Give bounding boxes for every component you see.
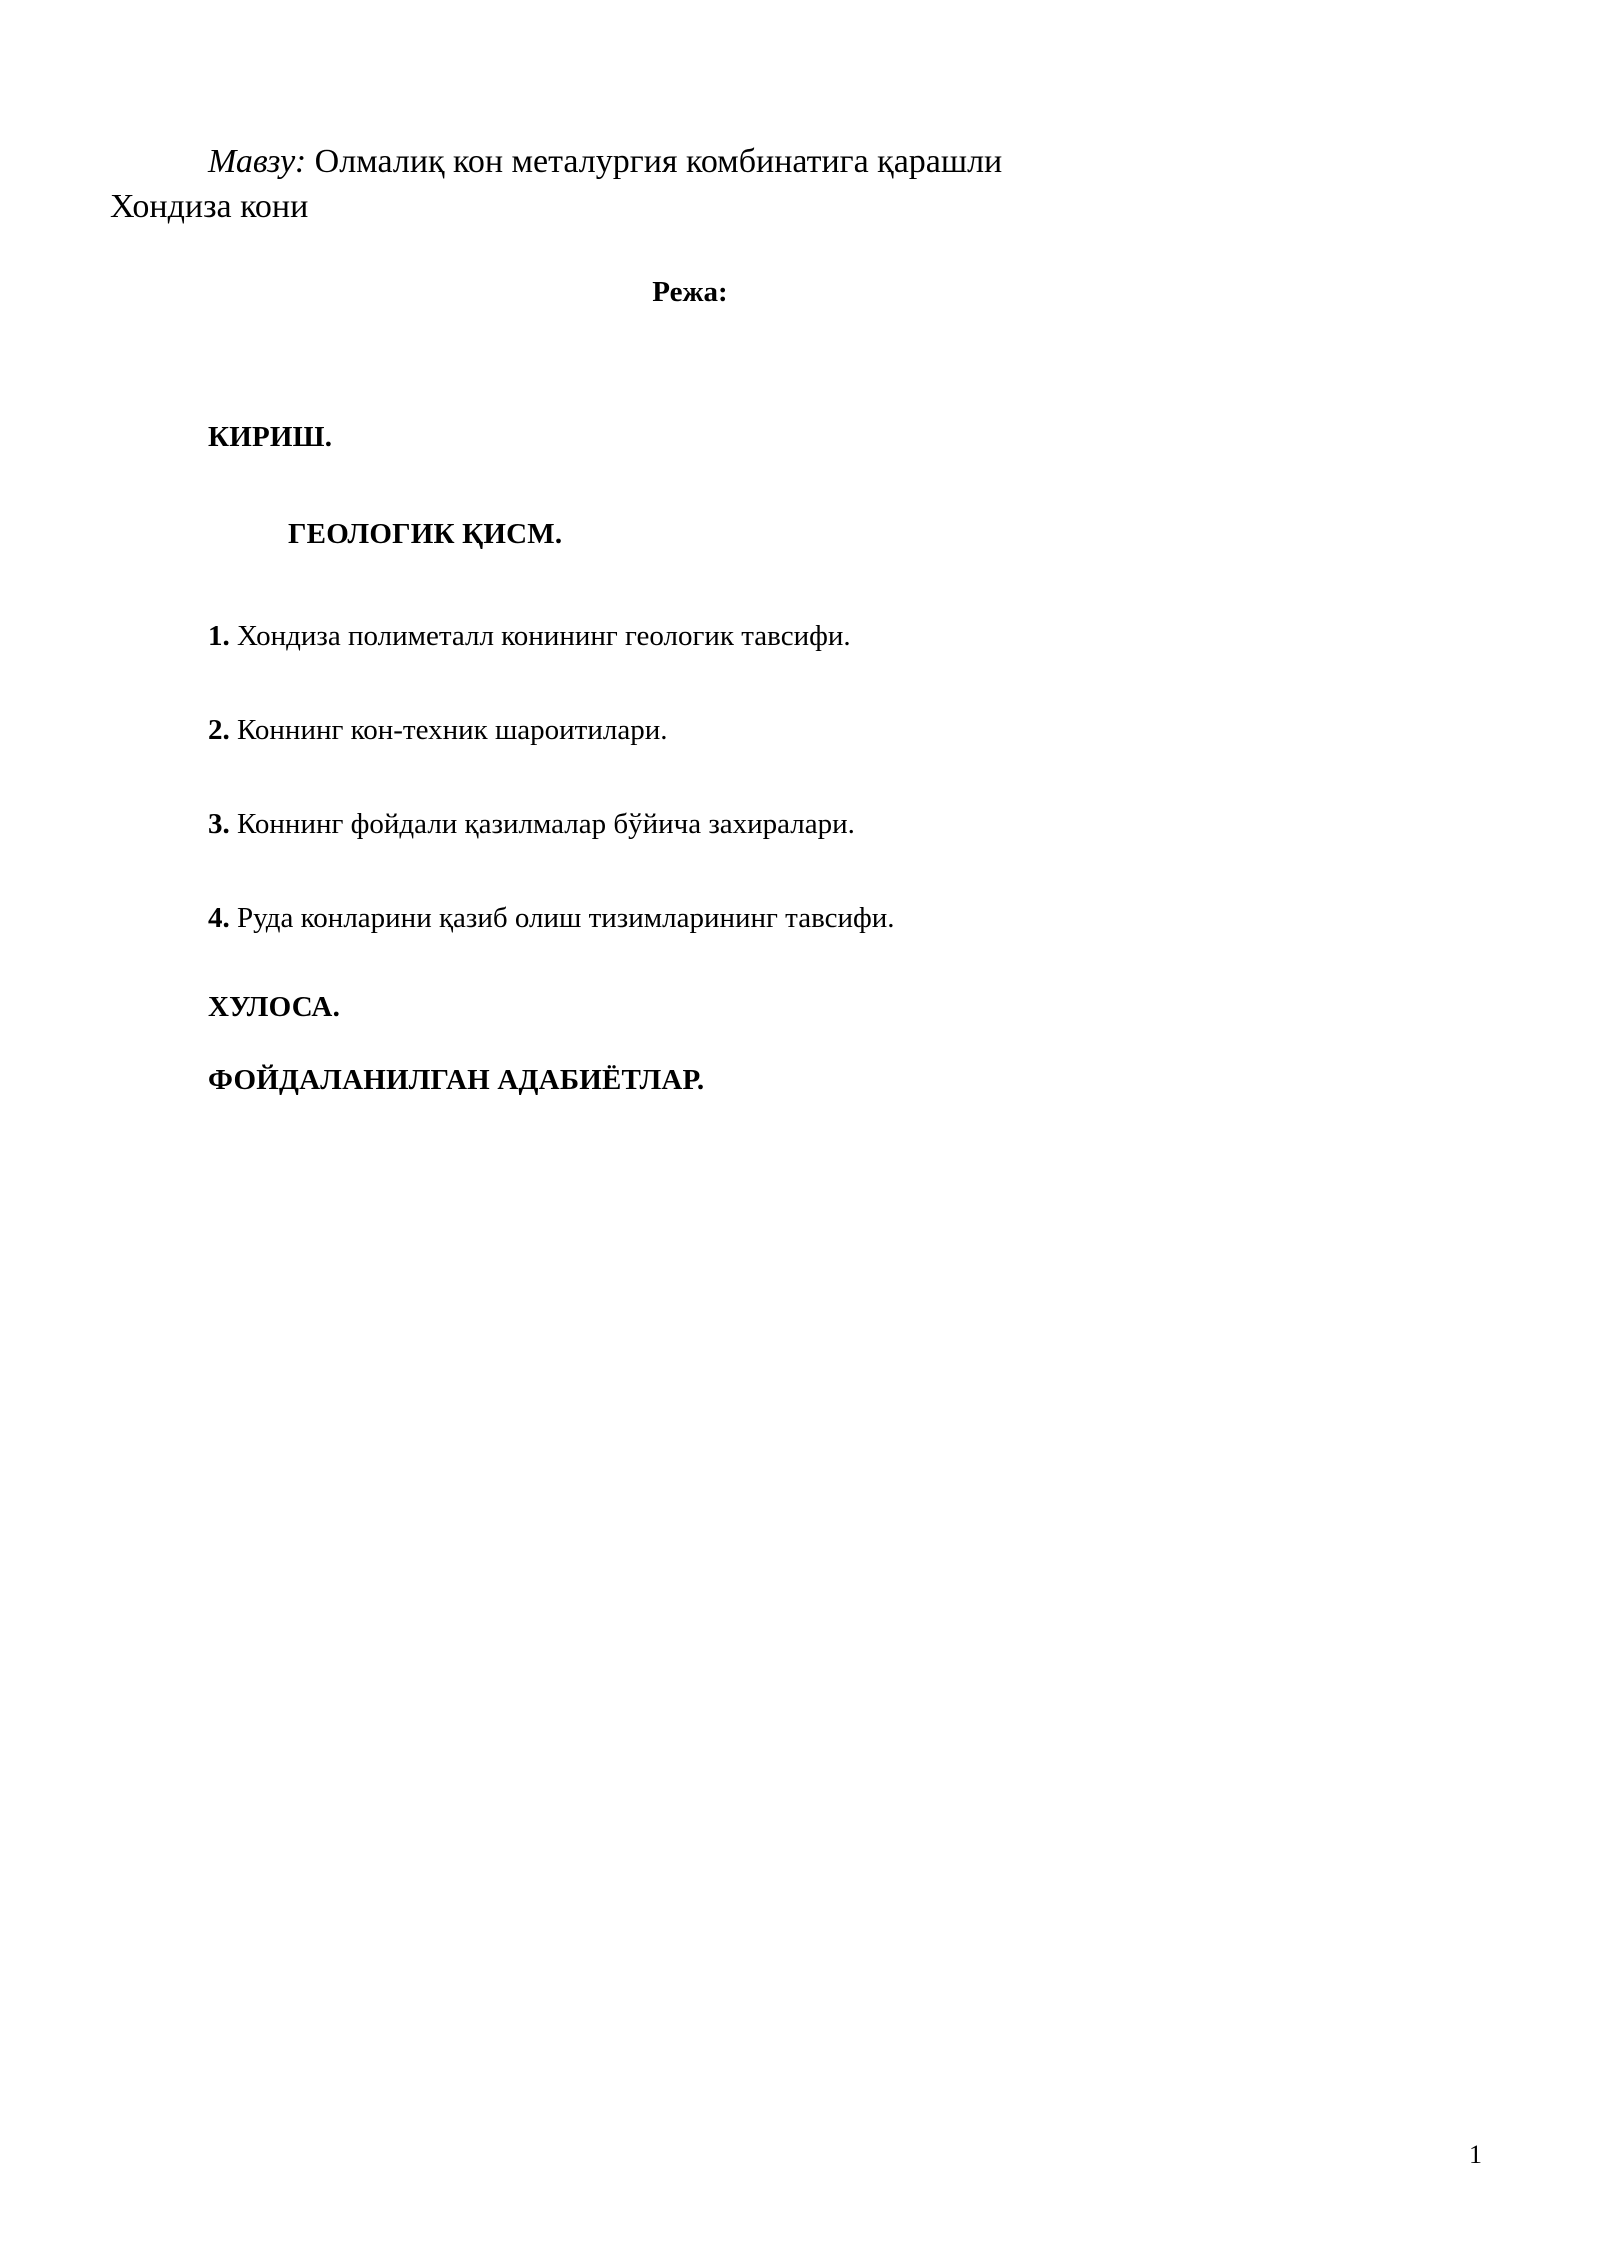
references-heading: ФОЙДАЛАНИЛГАН АДАБИЁТЛАР. (208, 1063, 705, 1096)
list-item-number: 2. (208, 713, 230, 746)
intro-heading: КИРИШ. (208, 420, 333, 453)
title-colon: : (294, 143, 307, 180)
list-item (208, 897, 1450, 939)
title-text: Олмалиқ кон металургия комбинатига қарашли (306, 143, 1003, 180)
list-item-number: 4. (208, 901, 230, 934)
spacer (110, 454, 1450, 518)
list-item-number: 1. (208, 619, 230, 652)
document-title (110, 140, 1450, 185)
title-label: Мавзу (208, 143, 295, 180)
list-item (208, 803, 1450, 845)
geology-heading: ГЕОЛОГИК ҚИСМ. (288, 517, 563, 550)
list-item-text: Хондиза полиметалл конининг геологик тавсифи. (229, 619, 851, 652)
list-item-number: 3. (208, 807, 230, 840)
list-item (208, 615, 1450, 657)
list-item-text: Руда конларини қазиб олиш тизимларининг тавсифи. (229, 901, 895, 934)
spacer (110, 751, 1450, 803)
spacer (110, 1024, 1450, 1064)
spacer (110, 939, 1450, 991)
spacer (110, 551, 1450, 615)
plan-heading: Режа: (652, 275, 728, 308)
page-number: 1 (1469, 2140, 1482, 2169)
spacer (110, 845, 1450, 897)
document-body (110, 140, 1450, 1097)
list-item (208, 709, 1450, 751)
conclusion-heading: ХУЛОСА. (208, 990, 341, 1023)
spacer (110, 309, 1450, 421)
list-item-text: Коннинг фойдали қазилмалар бўйича захиралари. (229, 807, 855, 840)
spacer (110, 657, 1450, 709)
document-title-line2: Хондиза кони (110, 187, 309, 225)
list-item-text: Коннинг кон-техник шароитилари. (229, 713, 668, 746)
